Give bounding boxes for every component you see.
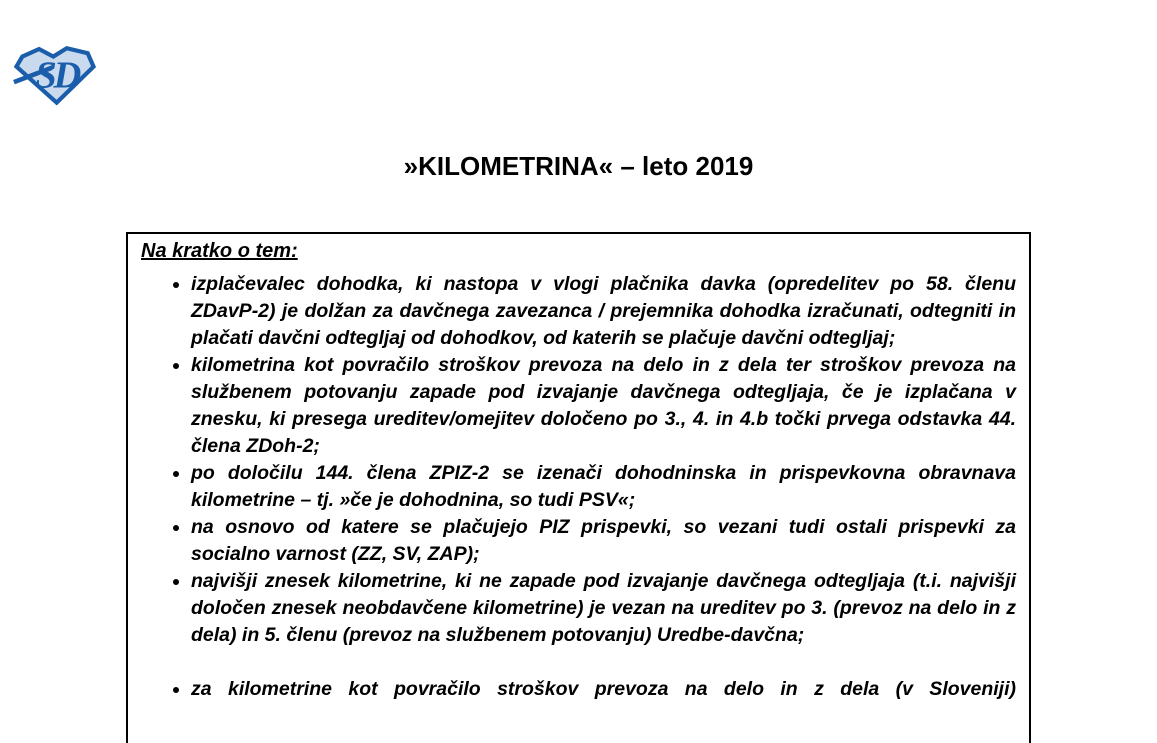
sd-logo-svg <box>13 44 97 106</box>
bullet-item-5: • najvišji znesek kilometrine, ki ne zapade pod izvajanje davčnega odtegljaja (t.i. najvišji določen znesek neobdavčene kilometrine) je vezan na ureditev po 3. (prevoz na delo in z dela) in 5. členu (prevoz na službenem potovanju) Uredbe-davčna; <box>191 568 1016 649</box>
sd-logo-icon <box>13 44 97 106</box>
info-box-heading: Na kratko o tem: <box>141 240 298 262</box>
bullet-item-2: • kilometrina kot povračilo stroškov prevoza na delo in z dela ter stroškov prevoza na službenem potovanju zapade pod izvajanje davčnega odtegljaja, če je izplačana v znesku, ki presega ureditev/omejitev določeno po 3., 4. in 4.b točki prvega odstavka 44. člena ZDoh-2; <box>191 352 1016 460</box>
bullet-item-3: • po določilu 144. člena ZPIZ-2 se izenači dohodninska in prispevkovna obravnava kilometrine – tj. »če je dohodnina, so tudi PSV«; <box>191 460 1016 514</box>
page-title: »KILOMETRINA« – leto 2019 <box>403 151 754 181</box>
bullet-item-4: • na osnovo od katere se plačujejo PIZ prispevki, so vezani tudi ostali prispevki za socialno varnost (ZZ, SV, ZAP); <box>191 514 1016 568</box>
info-box <box>126 232 1031 743</box>
bullet-list <box>141 271 1016 703</box>
bullet-item-1: • izplačevalec dohodka, ki nastopa v vlogi plačnika davka (opredelitev po 58. členu ZDavP-2) je dolžan za davčnega zavezanca / prejemnika dohodka izračunati, odtegniti in plačati davčni odtegljaj od dohodkov, od katerih se plačuje davčni odtegljaj; <box>191 271 1016 352</box>
logo-letters: SD <box>35 54 78 97</box>
bullet-item-6: • za kilometrine kot povračilo stroškov prevoza na delo in z dela (v Sloveniji) <box>191 676 1016 703</box>
